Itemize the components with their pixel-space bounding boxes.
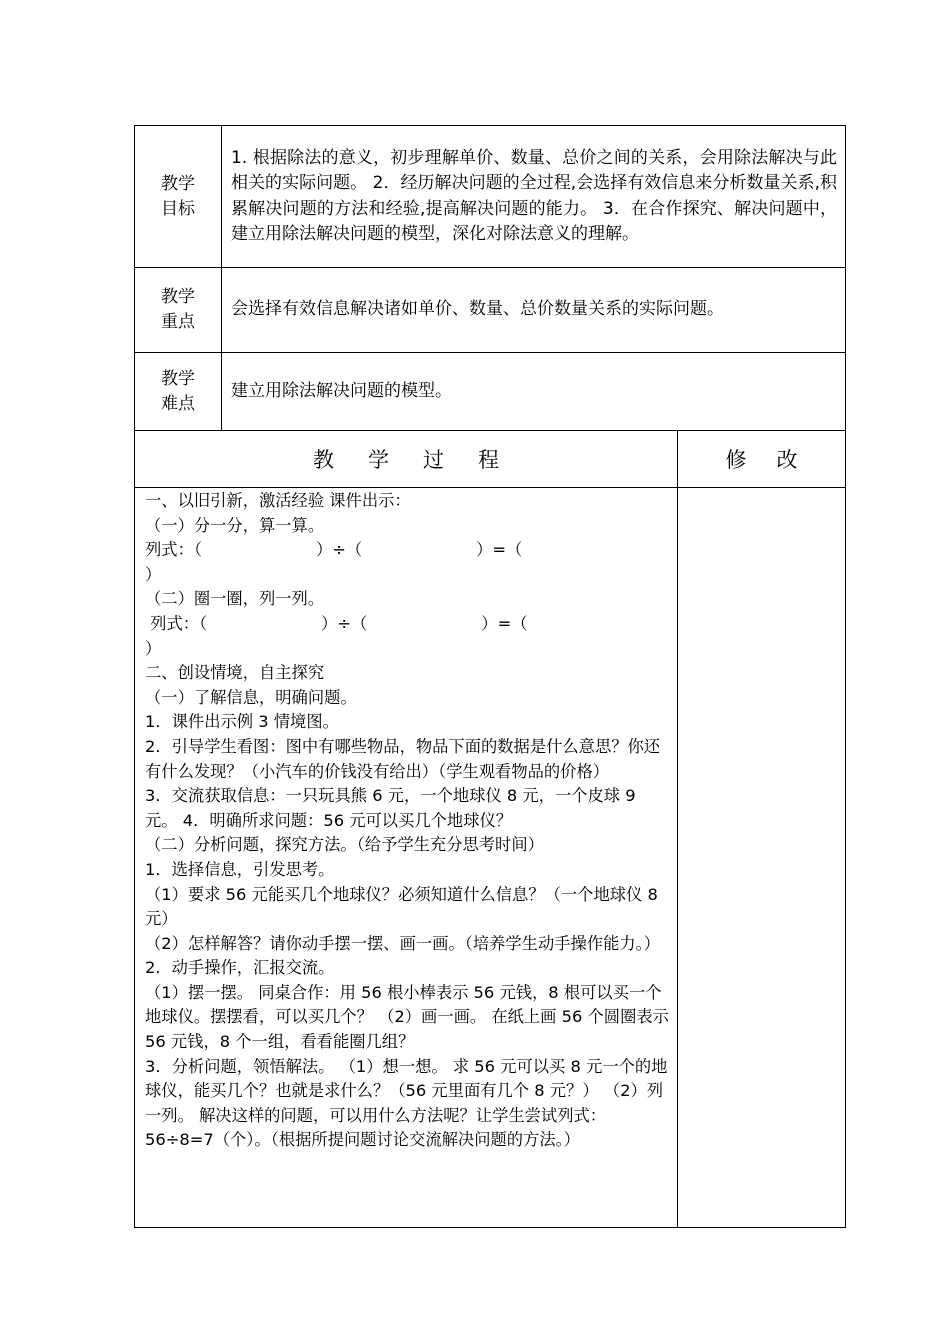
process-line: （二）分析问题，探究方法。（给予学生充分思考时间）: [145, 835, 544, 855]
label-line-2: 重点: [161, 312, 195, 332]
teaching-goal-row: [135, 126, 846, 268]
process-line: 二、创设情境，自主探究: [145, 663, 325, 683]
process-line: 列式：（ ）÷（ ）=（: [145, 540, 523, 560]
teaching-key-text: 会选择有效信息解决诸如单价、数量、总价数量关系的实际问题。: [222, 268, 846, 353]
process-line: （1）要求 56 元能买几个地球仪？必须知道什么信息？（一个地球仪 8 元）: [145, 884, 658, 929]
label-line-1: 教学: [161, 173, 195, 194]
teaching-difficulty-row: [135, 353, 846, 431]
process-line: 2．引导学生看图：图中有哪些物品，物品下面的数据是什么意思？你还有什么发现？（小汽车的价钱没有给出）（学生观看物品的价格）: [145, 736, 661, 781]
process-header: 教学过程: [135, 431, 678, 488]
process-body-row: [135, 488, 846, 1228]
process-header-row: [135, 431, 846, 488]
teaching-difficulty-text: 建立用除法解决问题的模型。: [222, 353, 846, 431]
teaching-goal-text: 1. 根据除法的意义，初步理解单价、数量、总价之间的关系，会用除法解决与此相关的实际问题。 2．经历解决问题的全过程,会选择有效信息来分析数量关系,积累解决问题的方法和经验,提高解决问题的能力。 3．在合作探究、解决问题中，建立用除法解决问题的模型，深化对除法意义的理解。: [222, 126, 846, 268]
process-line: 一、以旧引新，激活经验 课件出示：: [145, 491, 411, 510]
process-line: 1．选择信息，引发思考。: [145, 859, 335, 879]
process-line: 2．动手操作，汇报交流。: [145, 958, 335, 978]
label-line-2: 目标: [161, 198, 195, 219]
process-line: 列式：（ ）÷（ ）=（: [145, 613, 528, 633]
process-line: ）: [145, 564, 162, 584]
teaching-key-row: [135, 268, 846, 353]
revision-column: [678, 488, 846, 1228]
teaching-key-label: [135, 268, 222, 353]
process-content: [135, 488, 678, 1228]
process-line: （1）摆一摆。 同桌合作：用 56 根小棒表示 56 元钱，8 根可以买一个地球仪。摆摆看，可以买几个？ （2）画一画。 在纸上画 56 个圆圈表示 56 元钱，8 个一组，看看能圈几组？: [145, 982, 669, 1052]
process-line: 3．分析问题，领悟解法。 （1）想一想。 求 56 元可以买 8 元一个的地球仪，能买几个？也就是求什么？（56 元里面有几个 8 元？） （2）列一列。 解决这样的问题，可以用什么方法呢？让学生尝试列式：56÷8=7（个）。（根据所提问题讨论交流解决问题的方法。）: [145, 1056, 668, 1150]
process-line: ）: [145, 638, 162, 658]
label-line-1: 教学: [161, 287, 195, 307]
label-line-2: 难点: [161, 393, 195, 414]
process-line: （一）了解信息，明确问题。: [145, 687, 357, 707]
process-line: （2）怎样解答？请你动手摆一摆、画一画。（培养学生动手操作能力。）: [145, 933, 661, 953]
process-line: 3．交流获取信息：一只玩具熊 6 元，一个地球仪 8 元，一个皮球 9 元。 4．明确所求问题：56 元可以买几个地球仪？: [145, 786, 636, 830]
process-line: （二）圈一圈，列一列。: [145, 589, 325, 609]
process-line: 1．课件出示例 3 情境图。: [145, 712, 339, 732]
teaching-difficulty-label: [135, 353, 222, 431]
process-line: （一）分一分，算一算。: [145, 515, 325, 535]
teaching-goal-label: [135, 126, 222, 268]
label-line-1: 教学: [161, 368, 195, 389]
lesson-plan-table: [134, 125, 846, 1228]
revision-header: 修改: [678, 431, 846, 488]
